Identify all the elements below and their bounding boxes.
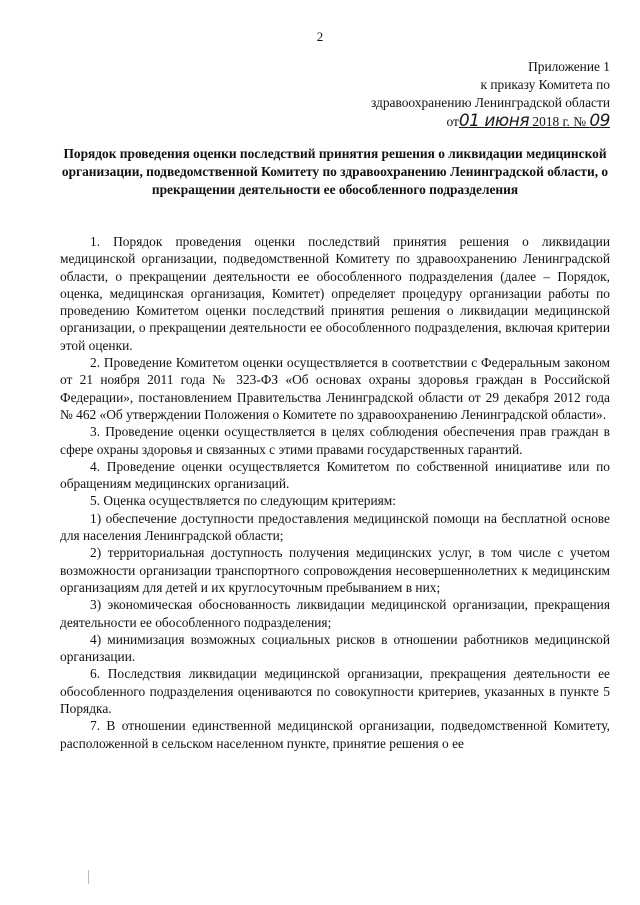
paragraph: 2. Проведение Комитетом оценки осуществляется в соответствии с Федеральным законом от 21 ноября 2011 года № 323-ФЗ «Об основах охраны здоровья граждан в Российской Федерации», постановлением Правительства Ленинградской области от 29 декабря 2012 года № 462 «Об утверждении Положения о Комитете по здравоохранению Ленинградской области».: [60, 355, 610, 422]
date-prefix: от: [446, 114, 459, 129]
paragraph: 4) минимизация возможных социальных рисков в отношении работников медицинской организации.: [60, 631, 610, 665]
document-title: Порядок проведения оценки последствий принятия решения о ликвидации медицинской организации, подведомственной Комитету по здравоохранению Ленинградской области, о прекращении деятельности ее обособленного подразделения: [61, 146, 609, 197]
scan-mark: [88, 870, 89, 884]
paragraph: 3) экономическая обоснованность ликвидации медицинской организации, прекращения деятельности ее обособленного подразделения;: [60, 597, 610, 630]
date-year: 2018 г. №: [529, 114, 590, 129]
paragraph: 5. Оценка осуществляется по следующим критериям:: [90, 493, 396, 509]
handwritten-order-number: 09: [589, 111, 610, 131]
appendix-header: [371, 58, 610, 131]
paragraph: 1) обеспечение доступности предоставления медицинской помощи на бесплатной основе для населения Ленинградской области;: [60, 510, 610, 544]
paragraph: 3. Проведение оценки осуществляется в целях соблюдения обеспечения прав граждан в сфере охраны здоровья и связанных с этими правами государственных гарантий.: [60, 424, 610, 457]
document-body: [60, 233, 610, 752]
handwritten-date: 01 июня: [458, 111, 530, 131]
page-number: 2: [316, 29, 324, 44]
appendix-line-2: к приказу Комитета по: [480, 77, 610, 92]
appendix-date-line: [371, 112, 610, 131]
appendix-line-1: Приложение 1: [528, 59, 610, 74]
paragraph: 1. Порядок проведения оценки последствий принятия решения о ликвидации медицинской организации, подведомственной Комитету по здравоохранению Ленинградской области, о прекращении деятельности ее обособленного подразделения (далее – Порядок, оценка, медицинская организация, Комитет) определяет процедуру организации работы по проведению Комитетом оценки последствий принятия решения о ликвидации медицинской организации, о прекращении деятельности ее обособленного подразделения, включая критерии этой оценки.: [60, 234, 610, 353]
appendix-line-3: здравоохранению Ленинградской области: [370, 95, 610, 110]
paragraph: 7. В отношении единственной медицинской организации, подведомственной Комитету, расположенной в сельском населенном пункте, принятие решения о ее: [60, 718, 610, 751]
paragraph: 2) территориальная доступность получения медицинских услуг, в том числе с учетом возможности организации транспортного сопровождения несовершеннолетних к медицинским организациям для детей и их круглосуточным пребыванием в них;: [60, 545, 610, 595]
paragraph: 6. Последствия ликвидации медицинской организации, прекращения деятельности ее обособленного подразделения оцениваются по совокупности критериев, указанных в пункте 5 Порядка.: [60, 666, 610, 717]
paragraph: 4. Проведение оценки осуществляется Комитетом по собственной инициативе или по обращениям медицинских организаций.: [60, 458, 610, 492]
